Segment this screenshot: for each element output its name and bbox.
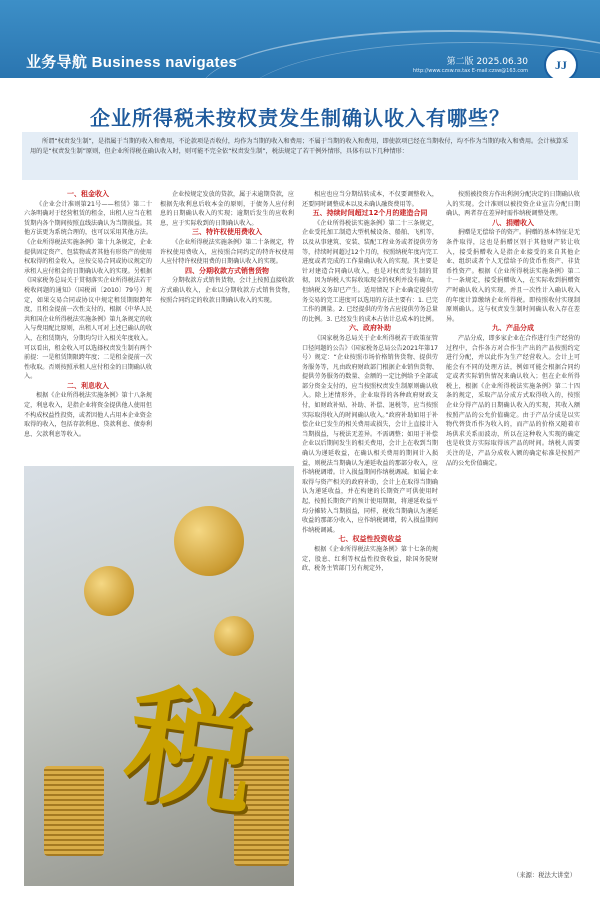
page-header [0, 0, 600, 78]
section-body-cont: 相应也应当分期结转成本，不仅要调整收入，还要同时调整成本以及未确认融资费用等。 [302, 191, 438, 208]
section-heading: 七、权益性投资收益 [338, 535, 402, 544]
coin-icon [174, 506, 244, 576]
section-heading: 三、特许权使用费收入 [192, 228, 262, 237]
section-body: 《企业所得税法实施条例》第二十条规定，特许权使用费收入，应按照合同约定的特许权使用人应付特许权使用费的日期确认收入的实现。 [160, 238, 294, 266]
issue-date: 第二版 2025.06.30 [446, 57, 528, 67]
column-1 [24, 190, 152, 439]
section-heading: 一、租金收入 [67, 190, 109, 198]
section-heading: 六、政府补助 [349, 324, 391, 333]
section-body: 根据《企业所得税法实施条例》第十七条的规定，股息、红利等权益性投资收益，除国务院财政、税务主管部门另有规定外， [302, 545, 438, 573]
section-body: 根据《企业所得税法实施条例》第十八条规定，利息收入，是指企业将资金提供他人使用但不构成权益性投资，或者因他人占用本企业资金取得的收入，包括存款利息、贷款利息、债券利息、欠款利息等收入。 [24, 392, 152, 438]
coin-stack [44, 766, 104, 856]
article-source: （来源：税法大讲堂） [513, 872, 576, 879]
coin-icon [214, 616, 254, 656]
section-title: 业务导航 Business navigates [26, 54, 238, 71]
section-body: 产品分成，即多家企业在合作进行生产经营的过程中，合作各方对合作生产出的产品按照约定进行分配，并以此作为生产经营收入。会计上可能会有不同的处理方法，例如可能会根据合同约定或者实际销售情况来确认收入；但在企业所得税上，根据《企业所得税法实施条例》第二十四条的规定，采取产品分成方式取得收入的，按照企业分得产品的日期确认收入的实现，其收入额按照产品的公允价值确定。由于产品分成是以实物代替货币作为收入的，而产品的价格又随着市场供求关系而波动，所以在这种收入实现的确定也是收货方实际取得该产品的时间。纳税人需要关注的是，产品分成收入额的确定标准是按照产品的公允价值确定。 [446, 334, 580, 467]
logo-icon: JJ [544, 48, 578, 78]
section-body: 《企业会计准则第21号——租赁》第二十六条明确对于经营租赁的租金，出租人应当在租赁期内各个期间按照直线法确认为当期损益。其他方法更为系统合理的，也可以采用其他方法。《企业所得税法实施条例》第十九条规定，企业提供固定资产、包装物或者其他有形资产的使用权取得的租金收入，应按交易合同或协议规定的承租人应付租金的日期确认收入的实现。另根据《国家税务总局关于贯彻落实企业所得税法若干税收问题的通知》（国税函〔2010〕79号）规定，如果交易合同或协议中规定租赁期限跨年度，且租金提前一次性支付的，根据《中华人民共和国企业所得税法实施条例》第九条规定的收入与费用配比原则，出租人可对上述已确认的收入，在租赁期内，分期均匀计入相关年度收入。可以看出，租金收入可以选择权责发生制有两个前提：一是租赁期限跨年度；二是租金提前一次性收取。否则按照承租人应付租金的日期确认收入。 [24, 200, 152, 381]
column-2 [160, 190, 294, 305]
article-title: 企业所得税未按权责发生制确认收入有哪些？ [90, 106, 510, 130]
section-heading: 四、分期收款方式销售货物 [185, 266, 269, 275]
column-3 [302, 190, 438, 574]
section-body: 《企业所得税法实施条例》第二十三条规定，企业受托加工制造大型机械设备、船舶、飞机等，以及从事建筑、安装、装配工程业务或者提供劳务等，持续时间超过12个月的，按照纳税年度内完工进度或者完成的工作量确认收入的实现。其主要是针对建造合同确认收入，也是对权责发生制的贯彻，因为纳税人实际收取现金的权利并没有确立，但纳税义务却已产生。适用情况下企业确定提供劳务交易的完工进度可以选用的方法主要有：1. 已完工作的测量。2. 已经提供的劳务占应提供劳务总量的比例。3. 已经发生的成本占估计总成本的比例。 [302, 219, 438, 323]
tax-character: 税 [117, 667, 265, 835]
section-body: 《国家税务总局关于企业所得税若干政策征管口径问题的公告》（国家税务总局公告2021年第17号）规定：“企业按照市场价格销售货物、提供劳务服务等，凡由政府财政部门根据企业销售货物、提供劳务服务的数量、金额的一定比例给予全部或部分资金支付的，应当按照权责发生制原则确认收入。除上述情形外，企业取得的各种政府财政支付，如财政补贴、补助、补偿、退税等，应当按照实际取得收入的时间确认收入。”政府补助如用于补偿企业已发生的相关费用或损失，会计上直接计入当期损益，与税法无差异。不需调整；如用于补偿企业以后期间发生的相关费用，会计上在收到当期确认为递延收益，在确认相关费用的期间计入损益，则税法当期确认为递延收益的那部分收入，应作纳税调增。计入损益期间作纳税调减。如属企业取得与资产相关的政府补助，会计上在取得当期确认为递延收益，并在构建的长期资产可供使用时起，按照长期资产的预计使用期限，将递延收益平均分摊转入当期损益，同样，税收当期确认为递延收益的那部分收入，应作纳税调增，转入损益期间作纳税调减。 [302, 334, 438, 534]
section-heading: 五、持续时间超过12个月的建造合同 [312, 209, 428, 218]
section-body: 捐赠是无偿给予的资产。捐赠的基本特征是无条件取得，这也是捐赠区别于其他财产转让收入，接受捐赠收入是指企业接受的来自其他企业、组织或者个人无偿给予的货币性资产、非货币性资产。根据《企业所得税法实施条例》第二十一条规定，接受捐赠收入，在实际收到捐赠资产时确认收入的实现。并且一次性计入确认收入的年度计算缴纳企业所得税。即按照收付实现制原则确认。这与权责发生制时间确认收入存在差异。 [446, 229, 580, 323]
tax-coins-photo [24, 466, 294, 886]
section-heading: 二、利息收入 [67, 381, 109, 390]
section-heading: 九、产品分成 [492, 324, 534, 333]
column-4 [446, 190, 580, 468]
contact-url: http://www.czsw.ns.tax E-mail:czsw@163.com [412, 68, 528, 74]
section-heading: 八、捐赠收入 [492, 218, 534, 227]
section-body-cont: 企业按规定发放的贷款，属于未逾期贷款，应根据先收利息后收本金的原则，于债务人应付利息的日期确认收入的实现；逾期后发生的应收利息，应于实际收到的日期确认收入。 [160, 191, 294, 227]
section-body: 分期收款方式销售货物，会计上按照直接收款方式确认收入，企业以分期收款方式销售货物，按照合同约定的收款日期确认收入的实现。 [160, 277, 294, 304]
section-body-cont: 按照被投资方作出利润分配决定的日期确认收入的实现。会计准则以被投资企业宣告分配日期确认，两者存在差异时需作纳税调整处理。 [446, 191, 580, 218]
article-intro: 所谓“权责发生制”，是指属于当期的收入和费用，不论款项是否收付，均作为当期的收入和费用；不属于当期的收入和费用，即使款项已经在当期收付，均不作为当期的收入和费用。会计核算采用的是“权责发生制”原则，但企业所得税在确认收入时，则可能不完全依“权责发生制”，税法规定了若干例外情形，具体有以下几种情形： [22, 132, 578, 180]
coin-icon [84, 566, 134, 616]
